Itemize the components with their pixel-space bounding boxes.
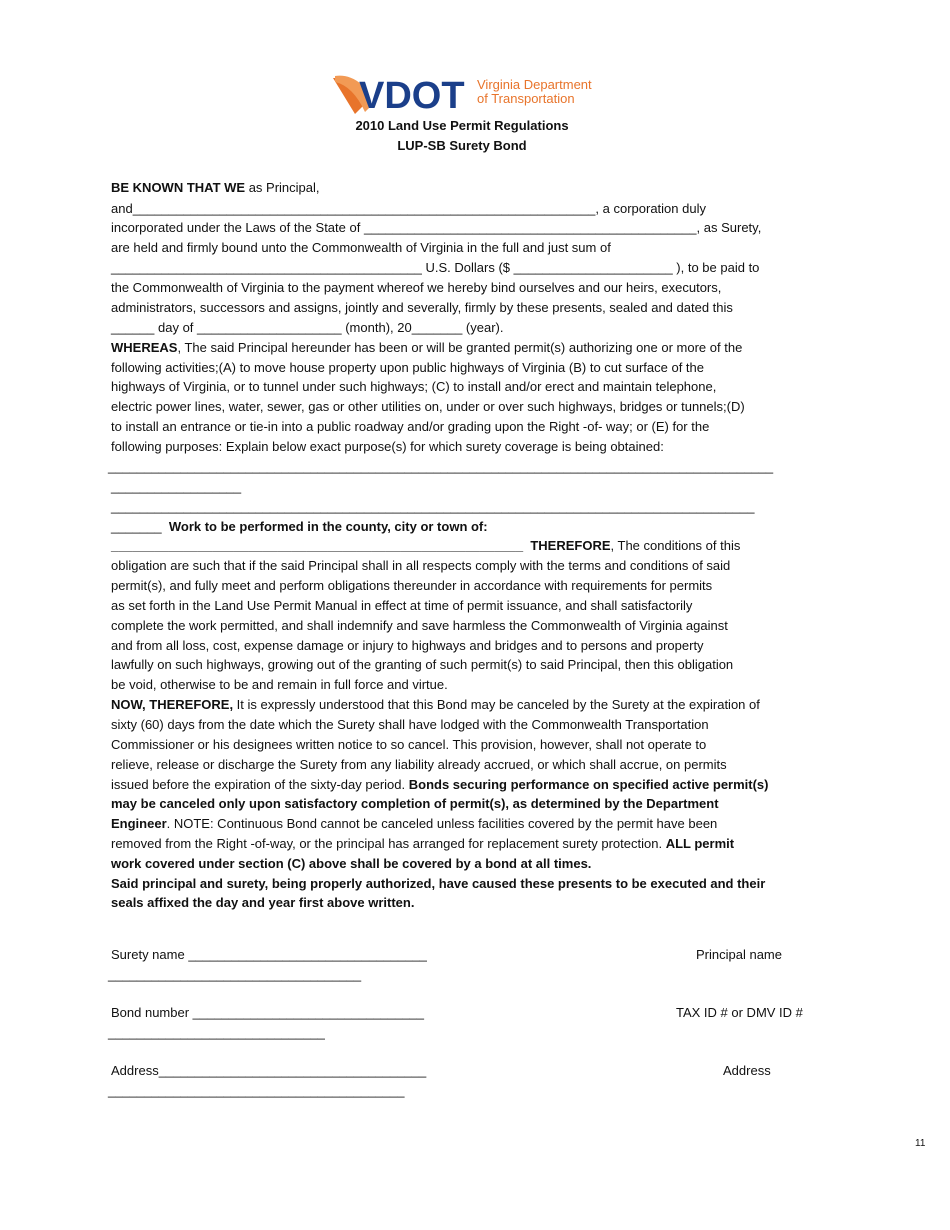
body-line: and________________________________________________________________, a corporation duly bbox=[111, 201, 706, 216]
page-number: 11 bbox=[915, 1138, 926, 1149]
body-line: be void, otherwise to be and remain in full force and virtue. bbox=[111, 677, 448, 692]
surety-name-field[interactable]: Surety name _________________________________ bbox=[111, 947, 427, 962]
body-line: ____________________________________________________________________________________________ bbox=[108, 459, 774, 474]
body-line: electric power lines, water, sewer, gas or other utilities on, under or over such highways, bridges or tunnels;(D) bbox=[111, 399, 745, 414]
body-line: are held and firmly bound unto the Commonwealth of Virginia in the full and just sum of bbox=[111, 240, 611, 255]
body-line: Commissioner or his designees written notice to so cancel. This provision, however, shall not operate to bbox=[111, 737, 707, 752]
body-line: relieve, release or discharge the Surety from any liability already accrued, or which shall accrue, on permits bbox=[111, 757, 727, 772]
body-line: _________________________________________________________ THEREFORE, The conditions of this bbox=[111, 538, 741, 553]
body-line: Said principal and surety, being properly authorized, have caused these presents to be executed and their bbox=[111, 876, 766, 891]
body-line: NOW, THEREFORE, It is expressly understood that this Bond may be canceled by the Surety at the expiration of bbox=[111, 697, 760, 712]
body-line: administrators, successors and assigns, jointly and severally, firmly by these presents, sealed and dated this bbox=[111, 300, 733, 315]
principal-address-label: Address bbox=[723, 1063, 771, 1078]
body-line: BE KNOWN THAT WE as Principal, bbox=[111, 180, 320, 195]
logo-sub1: Virginia Department bbox=[477, 77, 592, 92]
body-line: following purposes: Explain below exact purpose(s) for which surety coverage is being obtained: bbox=[111, 439, 664, 454]
body-line: WHEREAS, The said Principal hereunder has been or will be granted permit(s) authorizing one or more of the bbox=[111, 340, 743, 355]
body-line: _________________________________________________________________________________________ bbox=[111, 499, 755, 514]
doc-subtitle: LUP-SB Surety Bond bbox=[397, 138, 527, 153]
body-line: obligation are such that if the said Principal shall in all respects comply with the terms and conditions of said bbox=[111, 558, 731, 573]
doc-title: 2010 Land Use Permit Regulations bbox=[355, 118, 569, 133]
body-line: to install an entrance or tie-in into a public roadway and/or grading upon the Right -of- way; or (E) for the bbox=[111, 419, 710, 434]
body-line: removed from the Right -of-way, or the principal has arranged for replacement surety protection. ALL permit bbox=[111, 836, 735, 851]
body-line: lawfully on such highways, growing out of the granting of such permit(s) to said Principal, then this obligation bbox=[111, 657, 734, 672]
address-line[interactable]: _________________________________________ bbox=[108, 1083, 405, 1098]
tax-id-label: TAX ID # or DMV ID # bbox=[676, 1005, 803, 1020]
body-line: issued before the expiration of the sixty-day period. Bonds securing performance on specified active permit(s) bbox=[111, 777, 769, 792]
body-line: may be canceled only upon satisfactory completion of permit(s), as determined by the Department bbox=[111, 796, 719, 811]
principal-name-label: Principal name bbox=[696, 947, 782, 962]
body-line: following activities;(A) to move house property upon public highways of Virginia (B) to cut surface of the bbox=[111, 360, 705, 375]
body-line: incorporated under the Laws of the State of ______________________________________________, as Surety, bbox=[111, 220, 762, 235]
logo-wordmark: VDOT bbox=[359, 75, 465, 117]
body-line: ______ day of ____________________ (month), 20_______ (year). bbox=[111, 320, 504, 335]
body-line: the Commonwealth of Virginia to the payment whereof we hereby bind ourselves and our heirs, executors, bbox=[111, 280, 722, 295]
surety-name-line[interactable]: ___________________________________ bbox=[108, 967, 362, 982]
body-line: work covered under section (C) above shall be covered by a bond at all times. bbox=[111, 856, 592, 871]
bond-number-field[interactable]: Bond number ________________________________ bbox=[111, 1005, 425, 1020]
body-line: highways of Virginia, or to tunnel under such highways; (C) to install and/or erect and maintain telephone, bbox=[111, 379, 717, 394]
body-line: as set forth in the Land Use Permit Manual in effect at time of permit issuance, and shall satisfactorily bbox=[111, 598, 693, 613]
body-line: ___________________________________________ U.S. Dollars ($ ______________________ ), to be paid to bbox=[111, 260, 760, 275]
body-line: __________________ bbox=[111, 479, 242, 494]
vdot-logo bbox=[331, 72, 606, 118]
logo-sub2: of Transportation bbox=[477, 91, 575, 106]
body-line: sixty (60) days from the date which the Surety shall have lodged with the Commonwealth Transportation bbox=[111, 717, 709, 732]
body-line: seals affixed the day and year first above written. bbox=[111, 895, 415, 910]
body-line: complete the work permitted, and shall indemnify and save harmless the Commonwealth of Virginia against bbox=[111, 618, 728, 633]
body-line: Engineer. NOTE: Continuous Bond cannot be canceled unless facilities covered by the permit have been bbox=[111, 816, 718, 831]
bond-number-line[interactable]: ______________________________ bbox=[108, 1025, 325, 1040]
body-line: permit(s), and fully meet and perform obligations thereunder in accordance with requirements for permits bbox=[111, 578, 713, 593]
body-line: and from all loss, cost, expense damage or injury to highways and bridges and to persons and property bbox=[111, 638, 704, 653]
body-line: _______ Work to be performed in the county, city or town of: bbox=[111, 519, 488, 534]
address-field[interactable]: Address_____________________________________ bbox=[111, 1063, 427, 1078]
